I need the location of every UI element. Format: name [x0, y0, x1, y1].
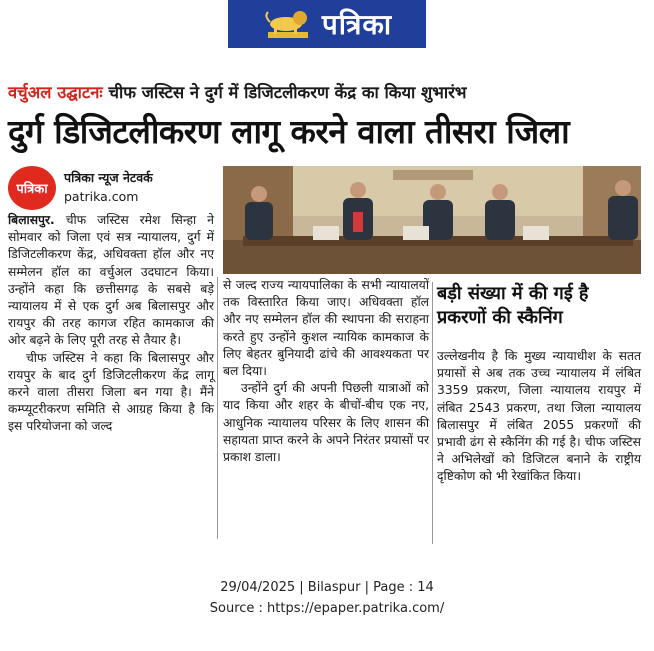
- column-divider: [432, 282, 433, 544]
- footer-date-line: 29/04/2025 | Bilaspur | Page : 14: [220, 580, 434, 595]
- article-paragraph: उन्होंने दुर्ग की अपनी पिछली यात्राओं को याद किया और शहर के बीचों-बीच एक नए, आधुनिक न्यायालय परिसर के लिए शासन की सहायता प्राप्त करने के अपने निरंतर प्रयासों पर प्रकाश डाला।: [223, 381, 429, 465]
- column-divider: [217, 277, 218, 539]
- dateline-place: बिलासपुर.: [8, 213, 55, 227]
- patrika-badge-logo: पत्रिका: [8, 166, 56, 210]
- article-column-2: [223, 277, 429, 466]
- byline-site: patrika.com: [64, 189, 139, 204]
- sidebar-heading: बड़ी संख्या में की गई है प्रकरणों की स्कैनिंग: [437, 283, 589, 328]
- article-paragraph: चीफ जस्टिस ने कहा कि बिलासपुर और रायपुर के बाद दुर्ग डिजिटलीकरण केंद्र लागू करने वाला तीसरा जिला बन गया है। मैंने कम्प्यूटरीकरण समिति से आग्रह किया है कि इस परियोजना को जल्द: [8, 350, 214, 434]
- article-paragraph: से जल्द राज्य न्यायपालिका के सभी न्यायालयों तक विस्तारित किया जाए। अधिवक्ता हॉल और नए सम्मेलन हॉल की स्थापना की सराहना करते हुए उन्होंने कुशल न्यायिक कामकाज के लिए बेहतर बुनियादी ढांचे की आवश्यकता पर बल दिया।: [223, 278, 429, 379]
- meeting-photo-illustration: [223, 166, 641, 274]
- kicker: [8, 80, 648, 103]
- masthead-logo-text: पत्रिका: [321, 8, 393, 41]
- article-column-1: [8, 212, 214, 436]
- patrika-masthead: [228, 0, 426, 48]
- news-photo: [223, 166, 641, 274]
- byline-name: पत्रिका न्यूज नेटवर्क: [64, 170, 153, 185]
- lion-emblem-icon: [262, 6, 314, 42]
- byline: [8, 166, 220, 210]
- kicker-text: चीफ जस्टिस ने दुर्ग में डिजिटलीकरण केंद्र का किया शुभारंभ: [108, 83, 467, 102]
- footer-source-line: Source : https://epaper.patrika.com/: [209, 601, 445, 616]
- kicker-label: वर्चुअल उद्घाटनः: [8, 83, 103, 102]
- headline: दुर्ग डिजिटलीकरण लागू करने वाला तीसरा जिला: [8, 112, 570, 151]
- article-paragraph: चीफ जस्टिस रमेश सिन्हा ने सोमवार को जिला एवं सत्र न्यायालय, दुर्ग में डिजिटलीकरण केंद्र, अधिवक्ता हॉल और नए सम्मेलन हॉल का वर्चुअल उदघाटन किया। उन्होंने कहा कि छत्तीसगढ़ के सबसे बड़े न्यायालय में से एक दुर्ग अब बिलासपुर और रायपुर की तरह कागज रहित कामकाज की ओर बढ़ने के लिए पूरी तरह से तैयार है।: [8, 213, 214, 348]
- sidebar-paragraph: उल्लेखनीय है कि मुख्य न्यायाधीश के सतत प्रयासों से अब तक उच्च न्यायालय में लंबित 3359 प्रकरण, जिला न्यायालय रायपुर में लंबित 2543 प्रकरण, तथा जिला न्यायालय बिलासपुर में लंबित 2055 प्रकरणों की प्रभावी ढंग से स्कैनिंग की गई है। चीफ जस्टिस ने अभिलेखों को डिजिटल बनाने के राष्ट्रीय दृष्टिकोण को भी रेखांकित किया।: [437, 349, 641, 484]
- sidebar-column: [437, 348, 641, 486]
